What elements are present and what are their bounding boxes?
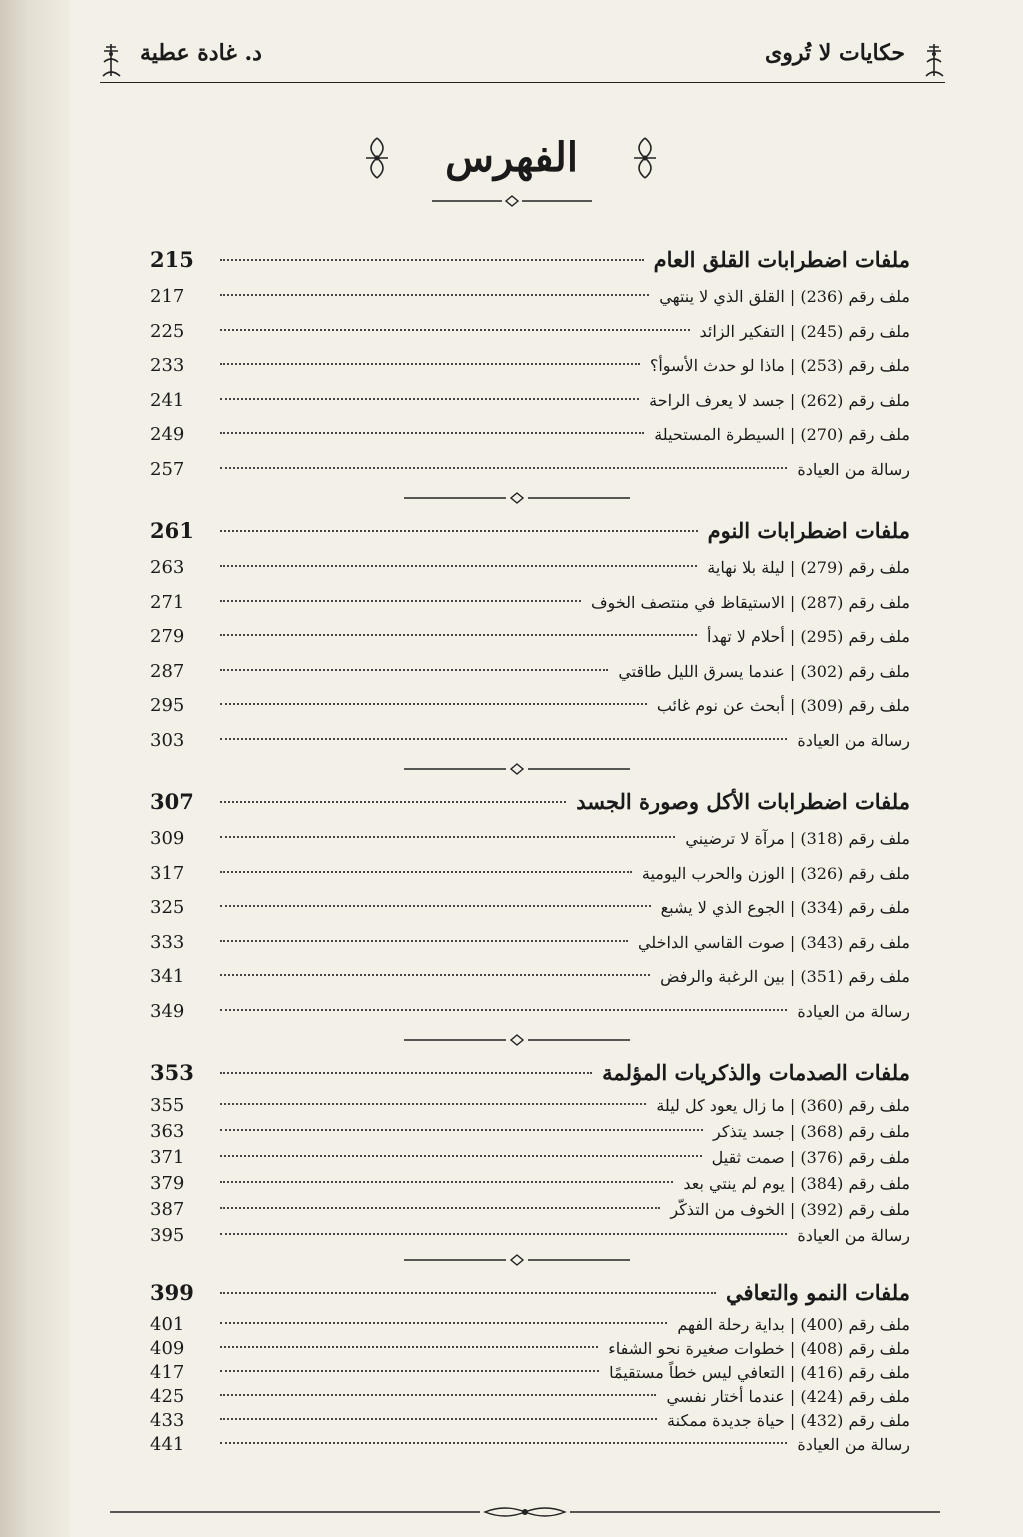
toc-entry-page: 309: [150, 828, 185, 849]
toc-entry-label: ملف رقم (368) | جسد يتذكر: [713, 1122, 910, 1141]
toc-entry-page: 295: [150, 695, 185, 716]
title-flourish-icon: [628, 134, 662, 182]
toc-entry-label: ملف رقم (408) | خطوات صغيرة نحو الشفاء: [608, 1339, 910, 1358]
dot-leader: [220, 1103, 646, 1105]
toc-entry-label: ملف رقم (376) | صمت ثقيل: [711, 1148, 910, 1167]
toc-heading-page: 399: [150, 1280, 194, 1305]
footer-ornament-rule-icon: [110, 1504, 940, 1520]
toc-entry[interactable]: [150, 1361, 910, 1385]
title-divider-icon: [432, 194, 592, 208]
section-divider-icon: [404, 1253, 630, 1267]
toc-section-heading[interactable]: [150, 782, 910, 822]
toc-entry-label: ملف رقم (262) | جسد لا يعرف الراحة: [649, 390, 910, 410]
dot-leader: [220, 703, 647, 705]
toc-entry-label: ملف رقم (295) | أحلام لا تهدأ: [707, 627, 910, 646]
toc-entry-page: 317: [150, 862, 185, 884]
dot-leader: [220, 259, 644, 261]
toc-entry-page: 401: [150, 1314, 185, 1335]
toc-section-heading[interactable]: [150, 1053, 910, 1093]
corner-ornament-icon: [923, 42, 945, 80]
toc-entry-page: 233: [150, 355, 185, 376]
dot-leader: [220, 634, 697, 636]
toc-entry-page: 371: [150, 1147, 185, 1168]
toc-entry-page: 241: [150, 389, 185, 411]
toc-entry-label: ملف رقم (326) | الوزن والحرب اليومية: [641, 863, 910, 883]
toc-entry-label: ملف رقم (424) | عندما أختار نفسي: [666, 1387, 910, 1406]
toc-entry-label: رسالة من العيادة: [797, 730, 910, 750]
toc-entry-page: 379: [150, 1173, 185, 1194]
toc-entry-page: 303: [150, 729, 185, 751]
toc-section-heading[interactable]: [150, 240, 910, 280]
toc-entry-label: رسالة من العيادة: [797, 1435, 910, 1454]
toc-entry[interactable]: [150, 1145, 910, 1171]
dot-leader: [220, 801, 566, 803]
dot-leader: [220, 1207, 660, 1209]
toc-entry-label: ملف رقم (245) | التفكير الزائد: [699, 321, 910, 341]
toc-entry[interactable]: [150, 724, 910, 759]
dot-leader: [220, 565, 697, 567]
toc-entry[interactable]: [150, 384, 910, 419]
dot-leader: [220, 1181, 673, 1183]
toc-entry-label: رسالة من العيادة: [797, 1001, 910, 1021]
toc-entry[interactable]: [150, 1119, 910, 1145]
dot-leader: [220, 1442, 787, 1444]
toc-entry[interactable]: [150, 1197, 910, 1223]
toc-entry[interactable]: [150, 280, 910, 315]
dot-leader: [220, 294, 649, 296]
toc-entry[interactable]: [150, 960, 910, 995]
title-flourish-icon: [360, 134, 394, 182]
dot-leader: [220, 329, 690, 331]
toc-entry[interactable]: [150, 349, 910, 384]
toc-entry[interactable]: [150, 1337, 910, 1361]
toc-heading-label: ملفات اضطرابات الأكل وصورة الجسد: [576, 789, 910, 814]
dot-leader: [220, 905, 651, 907]
table-of-contents: [150, 240, 910, 1457]
dot-leader: [220, 363, 640, 365]
dot-leader: [220, 432, 644, 434]
toc-entry[interactable]: [150, 891, 910, 926]
section-divider-icon: [404, 491, 630, 505]
toc-section: [150, 1273, 910, 1457]
toc-entry-page: 417: [150, 1362, 185, 1383]
toc-entry-label: ملف رقم (318) | مرآة لا ترضيني: [685, 829, 910, 848]
toc-entry-label: ملف رقم (334) | الجوع الذي لا يشبع: [660, 898, 910, 917]
toc-heading-page: 215: [150, 247, 194, 272]
toc-entry-page: 341: [150, 966, 185, 987]
toc-entry[interactable]: [150, 1313, 910, 1337]
toc-entry[interactable]: [150, 1409, 910, 1433]
dot-leader: [220, 1072, 592, 1074]
toc-entry-label: ملف رقم (351) | بين الرغبة والرفض: [660, 967, 910, 986]
toc-entry-page: 287: [150, 660, 185, 682]
toc-heading-label: ملفات الصدمات والذكريات المؤلمة: [602, 1060, 910, 1085]
toc-entry-page: 363: [150, 1121, 185, 1142]
running-header: [100, 40, 945, 83]
section-divider: [150, 1029, 910, 1053]
dot-leader: [220, 871, 632, 873]
toc-entry[interactable]: [150, 689, 910, 724]
toc-section-heading[interactable]: [150, 1273, 910, 1313]
section-divider: [150, 1249, 910, 1273]
dot-leader: [220, 467, 787, 469]
corner-ornament-icon: [100, 42, 122, 80]
toc-entry[interactable]: [150, 1171, 910, 1197]
toc-section-heading[interactable]: [150, 511, 910, 551]
dot-leader: [220, 1233, 787, 1235]
toc-entry-label: ملف رقم (392) | الخوف من التذكّر: [670, 1200, 910, 1219]
page-title-block: [0, 128, 1023, 188]
toc-entry-label: ملف رقم (253) | ماذا لو حدث الأسوأ؟: [649, 356, 910, 375]
toc-entry-label: ملف رقم (360) | ما زال يعود كل ليلة: [656, 1096, 910, 1115]
toc-entry[interactable]: [150, 1223, 910, 1249]
toc-entry-label: ملف رقم (400) | بداية رحلة الفهم: [677, 1315, 910, 1334]
toc-entry-page: 441: [150, 1434, 185, 1455]
toc-entry[interactable]: [150, 926, 910, 961]
toc-entry-page: 387: [150, 1199, 185, 1220]
toc-entry[interactable]: [150, 551, 910, 586]
toc-section: [150, 782, 910, 1029]
toc-entry[interactable]: [150, 1433, 910, 1457]
dot-leader: [220, 1292, 716, 1294]
toc-entry[interactable]: [150, 418, 910, 453]
toc-entry[interactable]: [150, 586, 910, 621]
page-title: الفهرس: [445, 134, 578, 181]
toc-entry-page: 355: [150, 1095, 185, 1116]
dot-leader: [220, 669, 608, 671]
toc-entry-label: رسالة من العيادة: [797, 1226, 910, 1245]
dot-leader: [220, 398, 639, 400]
dot-leader: [220, 1129, 703, 1131]
dot-leader: [220, 1346, 598, 1348]
toc-heading-page: 261: [150, 518, 194, 543]
toc-entry[interactable]: [150, 822, 910, 857]
toc-entry[interactable]: [150, 995, 910, 1030]
dot-leader: [220, 1155, 702, 1157]
toc-entry-label: ملف رقم (287) | الاستيقاظ في منتصف الخوف: [590, 592, 910, 612]
toc-entry-page: 257: [150, 458, 185, 480]
running-header-book-title: حكايات لا تُروى: [765, 40, 905, 66]
toc-entry[interactable]: [150, 453, 910, 488]
toc-entry-label: ملف رقم (302) | عندما يسرق الليل طاقتي: [618, 661, 910, 681]
dot-leader: [220, 1370, 599, 1372]
dot-leader: [220, 600, 581, 602]
toc-entry-label: ملف رقم (343) | صوت القاسي الداخلي: [637, 932, 910, 952]
toc-entry-page: 409: [150, 1338, 185, 1359]
toc-entry[interactable]: [150, 655, 910, 690]
dot-leader: [220, 1394, 656, 1396]
toc-entry-page: 395: [150, 1225, 185, 1246]
toc-entry-page: 249: [150, 424, 185, 445]
toc-entry-page: 433: [150, 1410, 185, 1431]
toc-section: [150, 1053, 910, 1249]
toc-entry-page: 325: [150, 897, 185, 918]
toc-entry-label: ملف رقم (270) | السيطرة المستحيلة: [654, 425, 910, 444]
toc-entry-label: ملف رقم (236) | القلق الذي لا ينتهي: [659, 287, 910, 306]
toc-heading-label: ملفات النمو والتعافي: [726, 1280, 910, 1305]
section-divider-icon: [404, 762, 630, 776]
toc-heading-page: 307: [150, 789, 194, 814]
toc-section: [150, 511, 910, 758]
toc-entry-label: رسالة من العيادة: [797, 459, 910, 479]
toc-heading-label: ملفات اضطرابات النوم: [707, 518, 910, 543]
toc-entry[interactable]: [150, 620, 910, 655]
dot-leader: [220, 974, 650, 976]
dot-leader: [220, 530, 698, 532]
toc-entry-label: ملف رقم (384) | يوم لم ينتي بعد: [683, 1174, 910, 1193]
dot-leader: [220, 1009, 787, 1011]
toc-entry[interactable]: [150, 315, 910, 350]
toc-heading-page: 353: [150, 1060, 194, 1085]
dot-leader: [220, 940, 628, 942]
toc-entry-label: ملف رقم (432) | حياة جديدة ممكنة: [667, 1411, 910, 1430]
toc-entry-page: 279: [150, 626, 185, 647]
section-divider: [150, 758, 910, 782]
dot-leader: [220, 1418, 657, 1420]
running-header-author: د. غادة عطية: [140, 40, 262, 66]
toc-section: [150, 240, 910, 487]
toc-heading-label: ملفات اضطرابات القلق العام: [653, 247, 910, 272]
toc-entry[interactable]: [150, 1093, 910, 1119]
toc-entry-page: 425: [150, 1386, 185, 1407]
toc-entry-label: ملف رقم (416) | التعافي ليس خطاً مستقيمًا: [609, 1363, 910, 1382]
dot-leader: [220, 836, 675, 838]
toc-entry[interactable]: [150, 1385, 910, 1409]
section-divider: [150, 487, 910, 511]
section-divider-icon: [404, 1033, 630, 1047]
toc-entry-page: 271: [150, 591, 185, 613]
dot-leader: [220, 738, 787, 740]
toc-entry-label: ملف رقم (309) | أبحث عن نوم غائب: [656, 696, 910, 715]
toc-entry-page: 349: [150, 1000, 185, 1022]
toc-entry-page: 263: [150, 557, 185, 578]
toc-entry-page: 217: [150, 286, 185, 307]
toc-entry-page: 333: [150, 931, 185, 953]
toc-entry[interactable]: [150, 857, 910, 892]
toc-entry-label: ملف رقم (279) | ليلة بلا نهاية: [707, 558, 910, 577]
toc-entry-page: 225: [150, 320, 185, 342]
dot-leader: [220, 1322, 667, 1324]
